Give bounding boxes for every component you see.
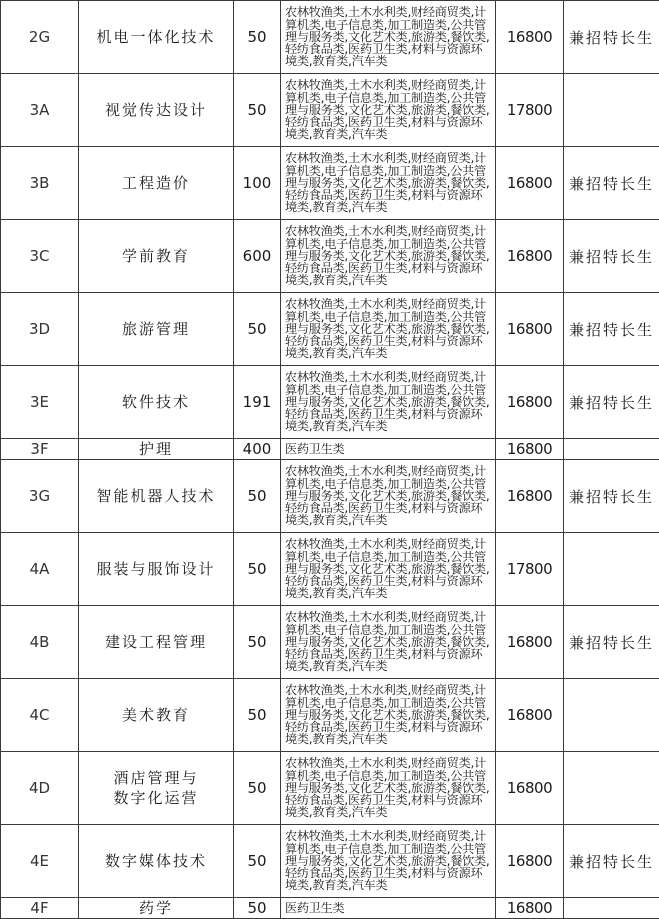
tuition-fee: 17800	[496, 74, 564, 147]
major-name: 美术教育	[79, 679, 234, 752]
eligible-categories: 农林牧渔类,土木水利类,财经商贸类,计算机类,电子信息类,加工制造类,公共管理与服务类,文化艺术类,旅游类,餐饮类,轻纺食品类,医药卫生类,材料与资源环境类,教育类,汽车类	[281, 74, 496, 147]
major-name: 学前教育	[79, 220, 234, 293]
enrollment-plan: 400	[234, 439, 281, 460]
remark	[564, 679, 659, 752]
major-code: 2G	[1, 1, 79, 74]
table-row	[1, 74, 659, 147]
remark	[564, 752, 659, 825]
remark: 兼招特长生	[564, 460, 659, 533]
eligible-categories: 农林牧渔类,土木水利类,财经商贸类,计算机类,电子信息类,加工制造类,公共管理与服务类,文化艺术类,旅游类,餐饮类,轻纺食品类,医药卫生类,材料与资源环境类,教育类,汽车类	[281, 147, 496, 220]
eligible-categories: 农林牧渔类,土木水利类,财经商贸类,计算机类,电子信息类,加工制造类,公共管理与服务类,文化艺术类,旅游类,餐饮类,轻纺食品类,医药卫生类,材料与资源环境类,教育类,汽车类	[281, 752, 496, 825]
table-row	[1, 366, 659, 439]
remark	[564, 898, 659, 919]
major-name: 机电一体化技术	[79, 1, 234, 74]
table-row	[1, 293, 659, 366]
eligible-categories: 农林牧渔类,土木水利类,财经商贸类,计算机类,电子信息类,加工制造类,公共管理与服务类,文化艺术类,旅游类,餐饮类,轻纺食品类,医药卫生类,材料与资源环境类,教育类,汽车类	[281, 220, 496, 293]
major-code: 3E	[1, 366, 79, 439]
enrollment-plan: 191	[234, 366, 281, 439]
table-row	[1, 1, 659, 74]
tuition-fee: 16800	[496, 147, 564, 220]
major-code: 3D	[1, 293, 79, 366]
table-row	[1, 752, 659, 825]
enrollment-plan: 50	[234, 679, 281, 752]
enrollment-plan: 50	[234, 825, 281, 898]
enrollment-plan: 100	[234, 147, 281, 220]
table-row	[1, 147, 659, 220]
remark	[564, 74, 659, 147]
major-name: 工程造价	[79, 147, 234, 220]
table-row	[1, 533, 659, 606]
major-code: 3G	[1, 460, 79, 533]
major-code: 4C	[1, 679, 79, 752]
major-name: 酒店管理与 数字化运营	[79, 752, 234, 825]
table-row	[1, 679, 659, 752]
tuition-fee: 16800	[496, 825, 564, 898]
enrollment-plan: 50	[234, 460, 281, 533]
remark: 兼招特长生	[564, 147, 659, 220]
eligible-categories: 农林牧渔类,土木水利类,财经商贸类,计算机类,电子信息类,加工制造类,公共管理与服务类,文化艺术类,旅游类,餐饮类,轻纺食品类,医药卫生类,材料与资源环境类,教育类,汽车类	[281, 533, 496, 606]
tuition-fee: 16800	[496, 606, 564, 679]
enrollment-plan: 50	[234, 293, 281, 366]
tuition-fee: 16800	[496, 220, 564, 293]
tuition-fee: 17800	[496, 533, 564, 606]
eligible-categories: 农林牧渔类,土木水利类,财经商贸类,计算机类,电子信息类,加工制造类,公共管理与服务类,文化艺术类,旅游类,餐饮类,轻纺食品类,医药卫生类,材料与资源环境类,教育类,汽车类	[281, 460, 496, 533]
table-row	[1, 220, 659, 293]
major-code: 4F	[1, 898, 79, 919]
major-name: 建设工程管理	[79, 606, 234, 679]
table-row	[1, 825, 659, 898]
major-code: 3F	[1, 439, 79, 460]
major-code: 4D	[1, 752, 79, 825]
remark: 兼招特长生	[564, 1, 659, 74]
enrollment-plan: 50	[234, 606, 281, 679]
major-name: 服装与服饰设计	[79, 533, 234, 606]
major-code: 3B	[1, 147, 79, 220]
eligible-categories: 医药卫生类	[281, 439, 496, 460]
table-row	[1, 606, 659, 679]
major-name: 护理	[79, 439, 234, 460]
major-name: 智能机器人技术	[79, 460, 234, 533]
major-code: 4E	[1, 825, 79, 898]
remark: 兼招特长生	[564, 825, 659, 898]
eligible-categories: 农林牧渔类,土木水利类,财经商贸类,计算机类,电子信息类,加工制造类,公共管理与服务类,文化艺术类,旅游类,餐饮类,轻纺食品类,医药卫生类,材料与资源环境类,教育类,汽车类	[281, 606, 496, 679]
tuition-fee: 16800	[496, 679, 564, 752]
remark: 兼招特长生	[564, 293, 659, 366]
major-code: 3A	[1, 74, 79, 147]
table-row	[1, 439, 659, 460]
enrollment-plan: 50	[234, 752, 281, 825]
table-body	[1, 1, 659, 919]
table-row	[1, 460, 659, 533]
tuition-fee: 16800	[496, 460, 564, 533]
table-row	[1, 898, 659, 919]
major-code: 4B	[1, 606, 79, 679]
tuition-fee: 16800	[496, 293, 564, 366]
major-code: 4A	[1, 533, 79, 606]
tuition-fee: 16800	[496, 752, 564, 825]
eligible-categories: 农林牧渔类,土木水利类,财经商贸类,计算机类,电子信息类,加工制造类,公共管理与服务类,文化艺术类,旅游类,餐饮类,轻纺食品类,医药卫生类,材料与资源环境类,教育类,汽车类	[281, 293, 496, 366]
eligible-categories: 农林牧渔类,土木水利类,财经商贸类,计算机类,电子信息类,加工制造类,公共管理与服务类,文化艺术类,旅游类,餐饮类,轻纺食品类,医药卫生类,材料与资源环境类,教育类,汽车类	[281, 366, 496, 439]
tuition-fee: 16800	[496, 366, 564, 439]
tuition-fee: 16800	[496, 439, 564, 460]
remark: 兼招特长生	[564, 366, 659, 439]
major-name: 数字媒体技术	[79, 825, 234, 898]
remark: 兼招特长生	[564, 220, 659, 293]
eligible-categories: 农林牧渔类,土木水利类,财经商贸类,计算机类,电子信息类,加工制造类,公共管理与服务类,文化艺术类,旅游类,餐饮类,轻纺食品类,医药卫生类,材料与资源环境类,教育类,汽车类	[281, 825, 496, 898]
tuition-fee: 16800	[496, 1, 564, 74]
enrollment-plan: 50	[234, 1, 281, 74]
eligible-categories: 医药卫生类	[281, 898, 496, 919]
eligible-categories: 农林牧渔类,土木水利类,财经商贸类,计算机类,电子信息类,加工制造类,公共管理与服务类,文化艺术类,旅游类,餐饮类,轻纺食品类,医药卫生类,材料与资源环境类,教育类,汽车类	[281, 679, 496, 752]
tuition-fee: 16800	[496, 898, 564, 919]
eligible-categories: 农林牧渔类,土木水利类,财经商贸类,计算机类,电子信息类,加工制造类,公共管理与服务类,文化艺术类,旅游类,餐饮类,轻纺食品类,医药卫生类,材料与资源环境类,教育类,汽车类	[281, 1, 496, 74]
remark: 兼招特长生	[564, 606, 659, 679]
remark	[564, 533, 659, 606]
major-name: 药学	[79, 898, 234, 919]
major-code: 3C	[1, 220, 79, 293]
major-name: 视觉传达设计	[79, 74, 234, 147]
major-name: 旅游管理	[79, 293, 234, 366]
enrollment-plan: 50	[234, 74, 281, 147]
remark	[564, 439, 659, 460]
enrollment-plan: 600	[234, 220, 281, 293]
enrollment-plan: 50	[234, 898, 281, 919]
major-name: 软件技术	[79, 366, 234, 439]
enrollment-plan: 50	[234, 533, 281, 606]
